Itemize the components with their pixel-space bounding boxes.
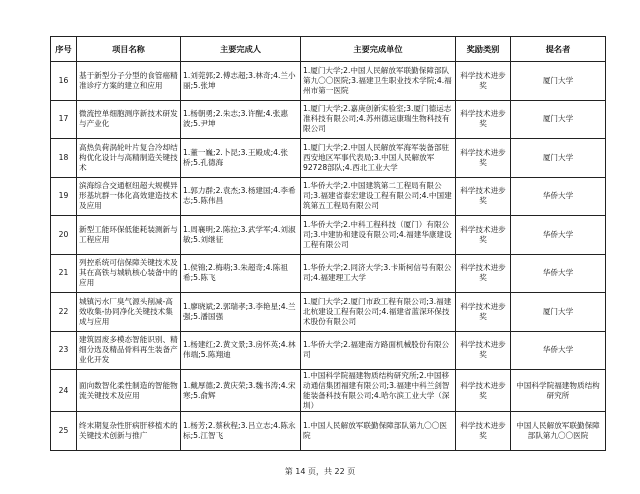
table-row [51, 62, 606, 101]
cell-no: 23 [51, 331, 77, 370]
cell-main-units: 1.厦门大学;2.中国人民解放军海军装备部驻西安地区军事代表局;3.中国人民解放军92728部队;4.西北工业大学 [301, 139, 456, 178]
cell-nominator: 厦门大学 [511, 100, 606, 139]
cell-project-name: 面向数智化柔性制造的智能物流关键技术及应用 [77, 370, 181, 412]
table-row [51, 412, 606, 451]
cell-no: 21 [51, 254, 77, 293]
cell-nominator: 厦门大学 [511, 293, 606, 332]
header-main-units: 主要完成单位 [301, 37, 456, 62]
table-row [51, 370, 606, 412]
table-row [51, 100, 606, 139]
cell-award-category: 科学技术进步奖 [456, 370, 511, 412]
cell-project-name: 列控系统可信保障关键技术及其在高铁与城轨核心装备中的应用 [77, 254, 181, 293]
table-row [51, 177, 606, 216]
cell-award-category: 科学技术进步奖 [456, 100, 511, 139]
cell-main-people: 1.廖晓斌;2.郭瑞孝;3.李艳星;4.兰强;5.潘国强 [181, 293, 301, 332]
table-row [51, 331, 606, 370]
table-header-row [51, 37, 606, 62]
cell-main-people: 1.杨朝勇;2.朱志;3.许醒;4.张惠波;5.尹坤 [181, 100, 301, 139]
cell-no: 18 [51, 139, 77, 178]
cell-main-units: 1.厦门大学;2.嘉庚创新实验室;3.厦门德运志准科技有限公司;4.苏州德运康瑞生物科技有限公司 [301, 100, 456, 139]
table-row [51, 254, 606, 293]
cell-project-name: 新型工能环保低能耗装测新与工程应用 [77, 216, 181, 255]
cell-nominator: 华侨大学 [511, 254, 606, 293]
cell-no: 19 [51, 177, 77, 216]
cell-award-category: 科学技术进步奖 [456, 293, 511, 332]
cell-nominator: 厦门大学 [511, 62, 606, 101]
cell-award-category: 科学技术进步奖 [456, 177, 511, 216]
cell-main-people: 1.董一巍;2.卜昆;3.王殿成;4.张桥;5.孔德海 [181, 139, 301, 178]
cell-project-name: 高热负荷涡轮叶片复合冷却结构优化设计与高精制造关键技术 [77, 139, 181, 178]
cell-no: 20 [51, 216, 77, 255]
cell-award-category: 科学技术进步奖 [456, 254, 511, 293]
header-award-category: 奖励类别 [456, 37, 511, 62]
cell-award-category: 科学技术进步奖 [456, 412, 511, 451]
header-nominator: 提名者 [511, 37, 606, 62]
cell-main-units: 1.华侨大学;2.福建南方路面机械股份有限公司 [301, 331, 456, 370]
cell-main-people: 1.杨建红;2.黄文景;3.房怀英;4.林伟端;5.陈翔迪 [181, 331, 301, 370]
cell-no: 24 [51, 370, 77, 412]
cell-no: 16 [51, 62, 77, 101]
header-no: 序号 [51, 37, 77, 62]
cell-main-people: 1.刘莞郭;2.傅志超;3.林奇;4.兰小丽;5.张坤 [181, 62, 301, 101]
cell-main-people: 1.侯锦;2.梅萌;3.朱超奇;4.陈祖希;5.陈飞 [181, 254, 301, 293]
awards-table [50, 36, 606, 451]
cell-nominator: 中国科学院福建物质结构研究所 [511, 370, 606, 412]
cell-nominator: 华侨大学 [511, 177, 606, 216]
table-row [51, 216, 606, 255]
cell-main-units: 1.厦门大学;2.厦门市政工程有限公司;3.福建北杭建设工程有限公司;4.福建省蓝深环保技术股份有限公司 [301, 293, 456, 332]
cell-main-units: 1.华侨大学;2.同济大学;3.卡斯柯信号有限公司;4.福建理工大学 [301, 254, 456, 293]
cell-main-people: 1.戴厚德;2.黄庆荣;3.魏书涛;4.宋寒;5.俞辉 [181, 370, 301, 412]
cell-no: 22 [51, 293, 77, 332]
header-project-name: 项目名称 [77, 37, 181, 62]
cell-award-category: 科学技术进步奖 [456, 62, 511, 101]
cell-nominator: 中国人民解放军联勤保障部队第九〇〇医院 [511, 412, 606, 451]
cell-nominator: 厦门大学 [511, 139, 606, 178]
cell-project-name: 微流控单细胞测序新技术研发与产业化 [77, 100, 181, 139]
cell-no: 25 [51, 412, 77, 451]
table-row [51, 293, 606, 332]
table-row [51, 139, 606, 178]
cell-main-people: 1.周襄明;2.陈拉;3.武学军;4.刘淑敏;5.刘继征 [181, 216, 301, 255]
cell-award-category: 科学技术进步奖 [456, 216, 511, 255]
cell-no: 17 [51, 100, 77, 139]
header-main-people: 主要完成人 [181, 37, 301, 62]
cell-project-name: 终末期复杂性肝病肝移植术的关键技术创新与推广 [77, 412, 181, 451]
cell-main-units: 1.中国人民解放军联勤保障部队第九〇〇医院 [301, 412, 456, 451]
cell-award-category: 科学技术进步奖 [456, 139, 511, 178]
page-footer: 第 14 页，共 22 页 [284, 467, 356, 476]
cell-project-name: 建筑固废多模态智能识别、精细分选及精品骨料再生装备产业化开发 [77, 331, 181, 370]
cell-main-units: 1.中国科学院福建物质结构研究所;2.中国移动通信集团福建有限公司;3.福建中科兰剑智能装备科技有限公司;4.哈尔滨工业大学（深圳） [301, 370, 456, 412]
cell-main-units: 1.华侨大学;2.中科工程科技（厦门）有限公司;3.中建协和建设有限公司;4.福建华康建设工程有限公司 [301, 216, 456, 255]
cell-project-name: 滨海综合交通枢纽超大规模异形基坑群一体化高效建造技术及应用 [77, 177, 181, 216]
cell-main-units: 1.厦门大学;2.中国人民解放军联勤保障部队第九〇〇医院;3.福建卫生职业技术学院;4.福州市第一医院 [301, 62, 456, 101]
cell-project-name: 城镇污水厂臭气源头削减-高效收集-协同净化关键技术集成与应用 [77, 293, 181, 332]
cell-award-category: 科学技术进步奖 [456, 331, 511, 370]
cell-main-people: 1.郭力群;2.袁杰;3.杨建国;4.李希志;5.陈伟昌 [181, 177, 301, 216]
cell-nominator: 华侨大学 [511, 331, 606, 370]
cell-project-name: 基于新型分子分型的食管癌精准诊疗方案的建立和应用 [77, 62, 181, 101]
cell-main-people: 1.杨芳;2.蔡秋程;3.吕立志;4.陈永标;5.江智飞 [181, 412, 301, 451]
cell-main-units: 1.华侨大学;2.中国建筑第二工程局有限公司;3.福建省泰宏建设工程有限公司;4.中国建筑第五工程局有限公司 [301, 177, 456, 216]
cell-nominator: 华侨大学 [511, 216, 606, 255]
